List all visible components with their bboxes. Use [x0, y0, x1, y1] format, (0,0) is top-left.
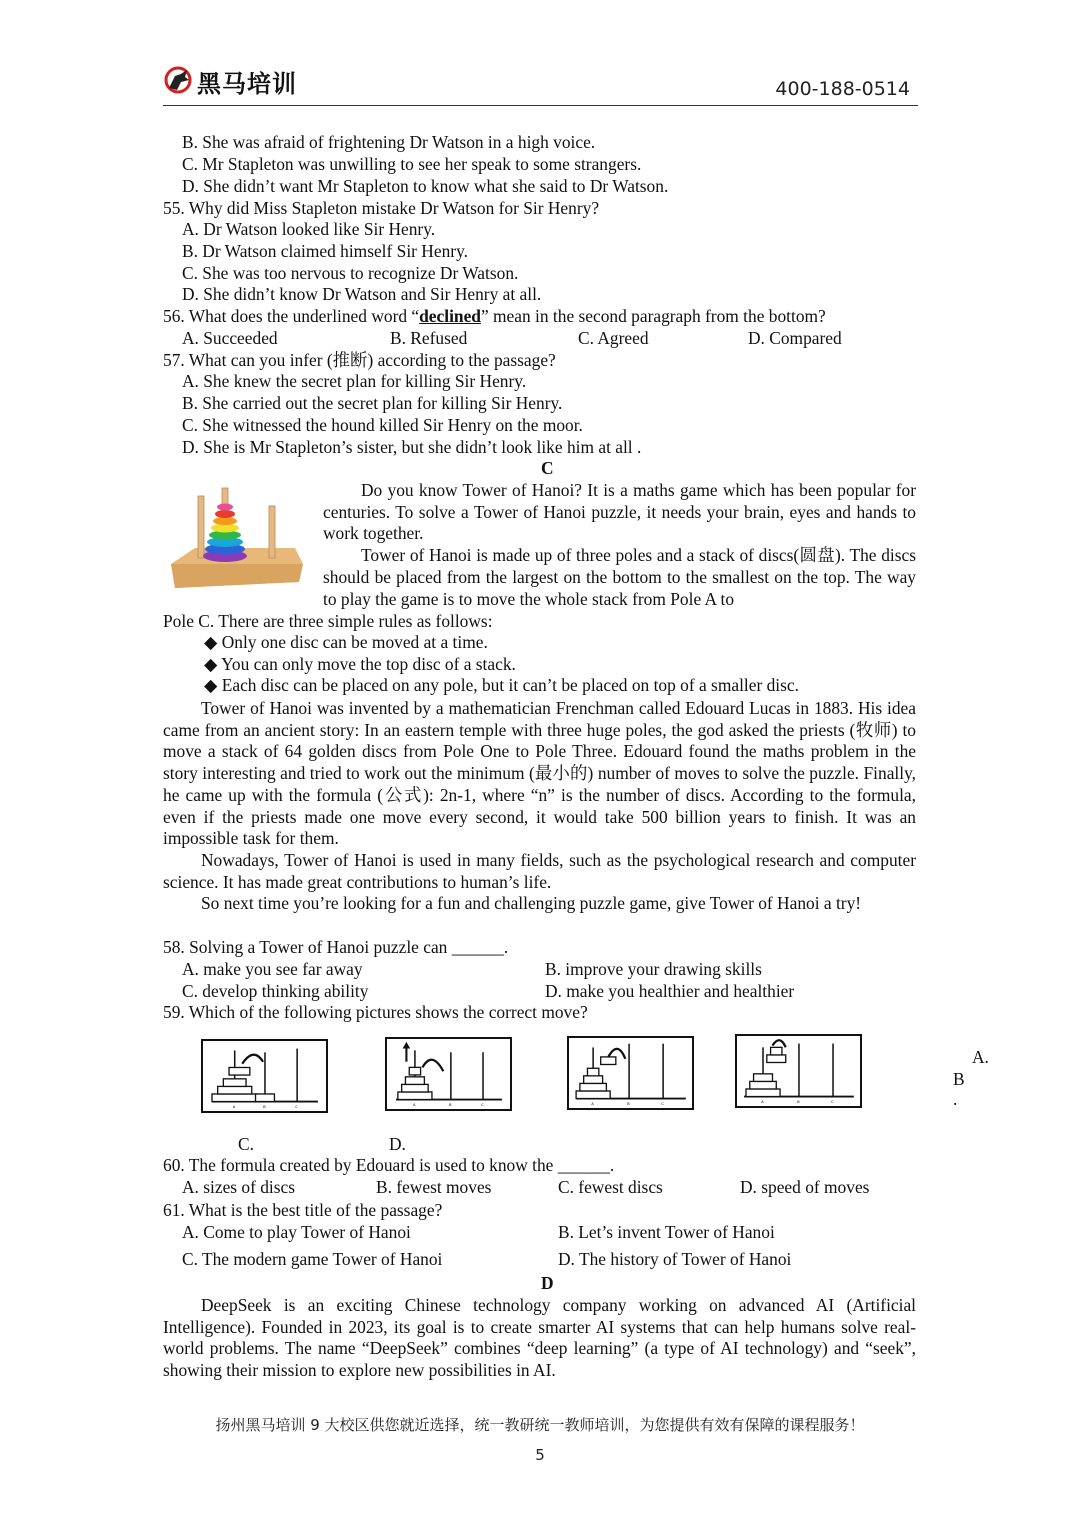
q56-stem	[163, 306, 826, 328]
section-c-paragraph-2-end: Pole C. There are three simple rules as follows:	[163, 611, 493, 631]
q60-option-a: A. sizes of discs	[182, 1177, 296, 1197]
q54-option-b: B. She was afraid of frightening Dr Watson in a high voice.	[182, 132, 596, 152]
q54-option-d: D. She didn’t want Mr Stapleton to know what she said to Dr Watson.	[182, 176, 669, 196]
q56-option-b: B. Refused	[390, 328, 468, 348]
q60-option-c: C. fewest discs	[558, 1177, 663, 1197]
rules-list	[204, 632, 799, 697]
pole-label: A	[413, 1102, 416, 1108]
q58-stem: 58. Solving a Tower of Hanoi puzzle can ______.	[163, 937, 509, 957]
phone-number: 400-188-0514	[775, 78, 910, 100]
q54-option-c: C. Mr Stapleton was unwilling to see her speak to some strangers.	[182, 154, 642, 174]
q55-stem: 55. Why did Miss Stapleton mistake Dr Watson for Sir Henry?	[163, 198, 600, 218]
q57-option-b: B. She carried out the secret plan for killing Sir Henry.	[182, 393, 563, 413]
rule-item: ◆ You can only move the top disc of a stack.	[204, 653, 516, 674]
q61-option-d: D. The history of Tower of Hanoi	[558, 1249, 792, 1269]
pole-label: B	[627, 1101, 630, 1107]
q61-option-a: A. Come to play Tower of Hanoi	[182, 1222, 411, 1242]
q56-option-a: A. Succeeded	[182, 328, 278, 348]
hanoi-figure-c	[567, 1036, 694, 1110]
pole-label: C	[831, 1099, 834, 1105]
section-c-paragraph-3: Tower of Hanoi was invented by a mathematician Frenchman called Edouard Lucas in 1883. His idea came from an ancient story: In an eastern temple with three huge poles, the god asked the priests (牧师) to move a stack of 64 golden discs from Pole One to Pole Three. Edouard found the maths problem in the story interesting and tried to work out the minimum (最小的) number of moves to solve the puzzle. Finally, he came up with the formula (公式): 2n-1, where “n” is the number of discs. According to the formula, even if the priests made one move every second, it would take 500 billion years to finish. It was an impossible task for them.	[163, 698, 916, 849]
pole-label: A	[761, 1099, 764, 1105]
section-d-paragraph-1: DeepSeek is an exciting Chinese technology company working on advanced AI (Artificial Intelligence). Founded in 2023, its goal is to create smarter AI systems that can help humans solve real-world problems. The name “DeepSeek” combines “deep learning” (a type of AI technology) and “seek”, showing their mission to explore new possibilities in AI.	[163, 1295, 916, 1381]
q58-option-d: D. make you healthier and healthier	[545, 981, 795, 1001]
pole-label: B	[263, 1104, 266, 1110]
q56-option-d: D. Compared	[748, 328, 842, 348]
rule-item: ◆ Only one disc can be moved at a time.	[204, 632, 488, 652]
pole-label: C	[661, 1101, 664, 1107]
q59-label-b: B	[953, 1069, 965, 1089]
q61-option-b: B. Let’s invent Tower of Hanoi	[558, 1222, 775, 1242]
page-header	[163, 60, 918, 110]
pole-label: C	[481, 1102, 484, 1108]
section-d-body	[163, 1295, 916, 1382]
header-rule	[163, 105, 918, 106]
brand-name: 黑马培训	[197, 70, 297, 98]
hanoi-figure-d	[735, 1034, 862, 1108]
q56-option-c: C. Agreed	[578, 328, 649, 348]
q57-option-d: D. She is Mr Stapleton’s sister, but she didn’t look like him at all .	[182, 437, 642, 457]
footer-slogan: 扬州黑马培训 9 大校区供您就近选择，统一教研统一教师培训，为您提供有效有保障的课程服务！	[215, 1416, 865, 1434]
pole-label: C	[295, 1104, 298, 1110]
q59-stem: 59. Which of the following pictures shows the correct move?	[163, 1002, 588, 1022]
q57-stem: 57. What can you infer (推断) according to the passage?	[163, 350, 556, 370]
pole-label: A	[232, 1104, 236, 1110]
horse-logo-icon	[163, 64, 195, 96]
rule-item: ◆ Each disc can be placed on any pole, but it can’t be placed on top of a smaller disc.	[204, 675, 799, 696]
q61-option-c: C. The modern game Tower of Hanoi	[182, 1249, 443, 1269]
section-c-paragraph-1: Do you know Tower of Hanoi? It is a maths game which has been popular for centuries. To solve a Tower of Hanoi puzzle, it needs your brain, eyes and hands to work together.	[323, 480, 916, 544]
q59-label-a: A.	[972, 1047, 989, 1067]
q60-stem: 60. The formula created by Edouard is used to know the ______.	[163, 1155, 615, 1175]
q56-stem-end: ” mean in the second paragraph from the bottom?	[480, 306, 826, 326]
section-c-paragraph-4: Nowadays, Tower of Hanoi is used in many fields, such as the psychological research and computer science. It has made great contributions to human’s life.	[163, 849, 916, 892]
section-c-paragraph-5: So next time you’re looking for a fun and challenging puzzle game, give Tower of Hanoi a try!	[201, 893, 862, 914]
section-c-intro	[323, 480, 916, 610]
q55-option-a: A. Dr Watson looked like Sir Henry.	[182, 219, 436, 239]
page-number: 5	[535, 1446, 545, 1464]
q59-label-dot: .	[953, 1089, 958, 1109]
q60-option-d: D. speed of moves	[740, 1177, 870, 1197]
q59-label-c: C.	[238, 1134, 254, 1154]
q55-option-b: B. Dr Watson claimed himself Sir Henry.	[182, 241, 468, 261]
underlined-word: declined	[419, 306, 481, 326]
section-c-paragraph-2-start: Tower of Hanoi is made up of three poles and a stack of discs(圆盘). The discs should be placed from the largest on the bottom to the smallest on the top. The way to play the game is to move the whole stack from Pole A to	[323, 545, 916, 609]
q58-option-b: B. improve your drawing skills	[545, 959, 762, 979]
section-c-heading: C	[541, 458, 554, 478]
pole-label: B	[448, 1102, 452, 1108]
q57-option-a: A. She knew the secret plan for killing Sir Henry.	[182, 371, 527, 391]
hanoi-figure-a	[201, 1039, 328, 1113]
section-c-body	[163, 698, 916, 915]
q58-option-c: C. develop thinking ability	[182, 981, 369, 1001]
q59-label-d: D.	[389, 1134, 406, 1154]
hanoi-figure-b	[385, 1037, 512, 1111]
pole-label: B	[797, 1099, 800, 1105]
q55-option-c: C. She was too nervous to recognize Dr Watson.	[182, 263, 519, 283]
q61-stem: 61. What is the best title of the passage?	[163, 1200, 443, 1220]
pole-label: A	[591, 1101, 594, 1107]
q56-stem-start: 56. What does the underlined word “	[163, 306, 420, 326]
q58-option-a: A. make you see far away	[182, 959, 363, 979]
q57-option-c: C. She witnessed the hound killed Sir Henry on the moor.	[182, 415, 583, 435]
q60-option-b: B. fewest moves	[376, 1177, 492, 1197]
q55-option-d: D. She didn’t know Dr Watson and Sir Henry at all.	[182, 284, 542, 304]
tower-of-hanoi-photo	[165, 486, 305, 594]
section-d-heading: D	[541, 1273, 554, 1293]
